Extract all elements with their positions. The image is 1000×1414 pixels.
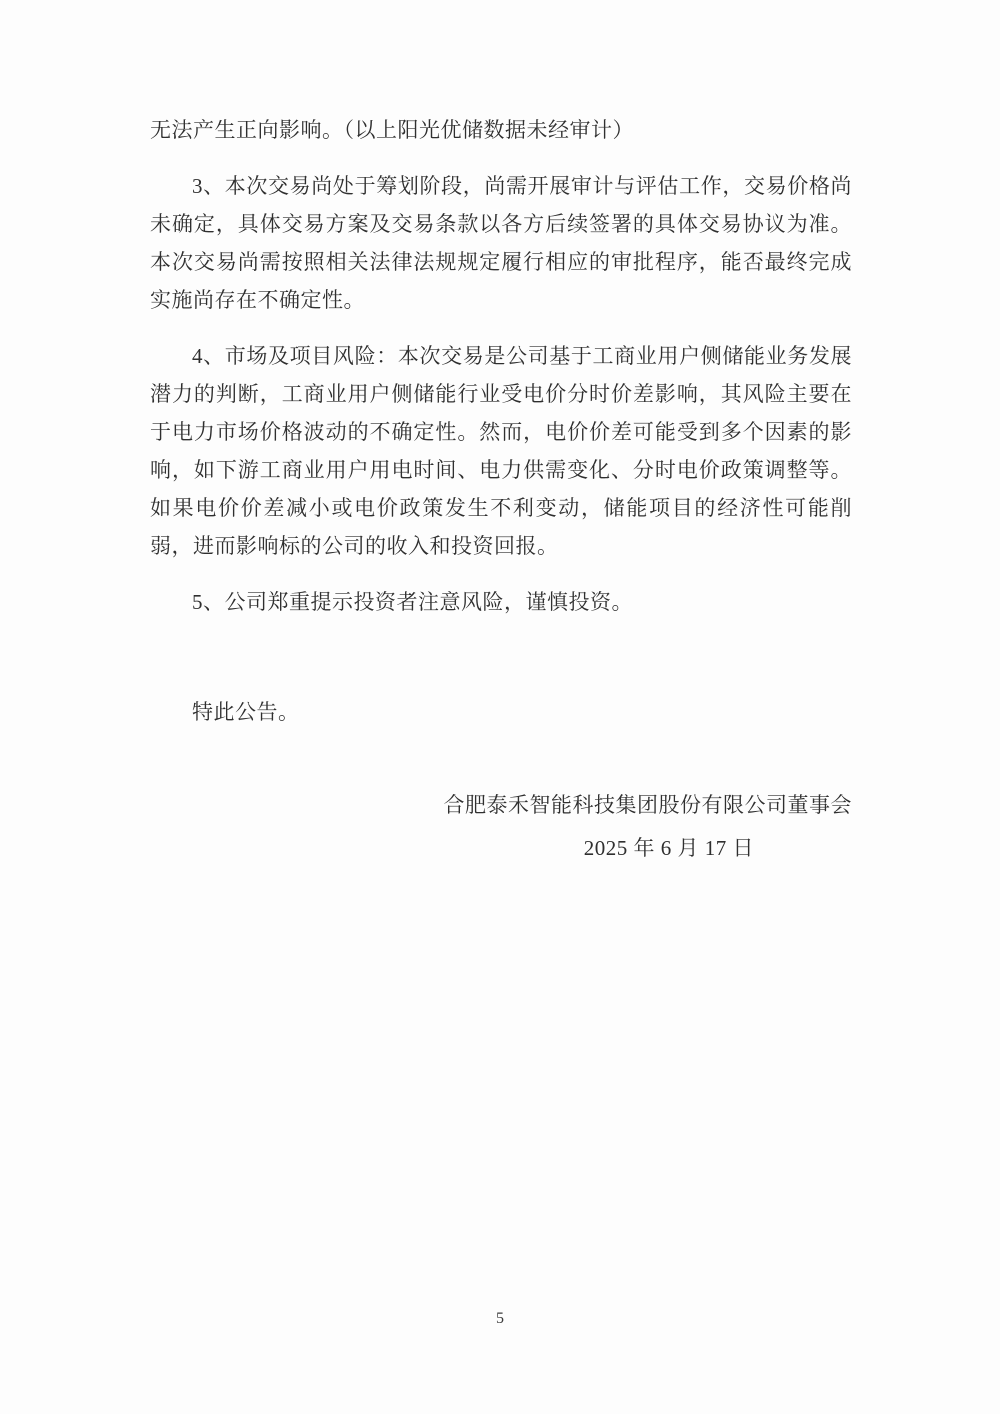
signature-company: 合肥泰禾智能科技集团股份有限公司董事会	[443, 793, 852, 817]
paragraph-item-3: 3、本次交易尚处于筹划阶段，尚需开展审计与评估工作，交易价格尚未确定，具体交易方案及交易条款以各方后续签署的具体交易协议为准。本次交易尚需按照相关法律法规规定履行相应的审批程序，能否最终完成实施尚存在不确定性。	[150, 174, 852, 312]
page-content	[150, 111, 852, 867]
signature-block	[150, 786, 852, 867]
page-number: 5	[496, 1310, 504, 1327]
signature-date: 2025 年 6 月 17 日	[583, 836, 754, 860]
paragraph-item-4: 4、市场及项目风险：本次交易是公司基于工商业用户侧储能业务发展潜力的判断，工商业用户侧储能行业受电价分时价差影响，其风险主要在于电力市场价格波动的不确定性。然而，电价价差可能受到多个因素的影响，如下游工商业用户用电时间、电力供需变化、分时电价政策调整等。如果电价价差减小或电价政策发生不利变动，储能项目的经济性可能削弱，进而影响标的公司的收入和投资回报。	[150, 344, 852, 558]
closing-statement: 特此公告。	[192, 700, 300, 724]
continuation-text: 无法产生正向影响。（以上阳光优储数据未经审计）	[150, 118, 634, 142]
paragraph-item-5: 5、公司郑重提示投资者注意风险，谨慎投资。	[192, 590, 633, 614]
